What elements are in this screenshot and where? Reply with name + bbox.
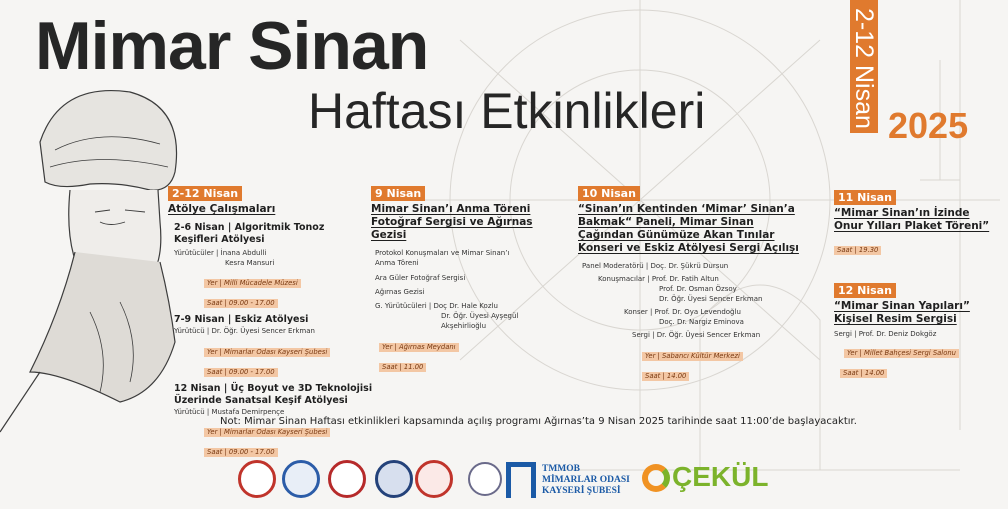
detail-line: Ara Güler Fotoğraf Sergisi	[375, 274, 466, 282]
section-title: Mimar Sinan’ı Anma Töreni Fotoğraf Sergisi ve Ağırnas Gezisi	[371, 203, 533, 241]
detail-line: Doç. Dr. Nargiz Eminova	[659, 318, 744, 326]
cekul-icon	[642, 464, 670, 492]
event-title: 12 Nisan | Üç Boyut ve 3D Teknolojisi Üzerinde Sanatsal Keşif Atölyesi	[174, 383, 373, 406]
ministry-logo	[415, 460, 453, 498]
time-pill: Saat | 09.00 - 17.00	[204, 299, 278, 308]
col-plaque	[834, 186, 999, 256]
venue-pill: Yer | Milli Mücadele Müzesi	[204, 279, 301, 288]
event-title: 7-9 Nisan | Eskiz Atölyesi	[174, 314, 309, 325]
title-line-1: Mimar Sinan	[35, 8, 429, 84]
cekul-logo-text: ÇEKÜL	[672, 461, 769, 492]
detail-line: Panel Moderatörü | Doç. Dr. Şükrü Dursun	[582, 262, 729, 270]
footer-note: Not: Mimar Sinan Haftası etkinlikleri kapsamında açılış programı Ağırnas’ta 9 Nisan 2025 tarihinde saat 11:00’de başlayacaktır.	[220, 416, 857, 427]
time-pill: Saat | 14.00	[642, 372, 689, 381]
venue-pill: Yer | Sabancı Kültür Merkezi	[642, 352, 743, 361]
detail-line: Sergi | Dr. Öğr. Üyesi Sencer Erkman	[632, 331, 761, 339]
portrait-illustration	[0, 72, 195, 442]
time-pill: Saat | 09.00 - 17.00	[204, 368, 278, 377]
date-vertical-text: 2-12 Nisan	[850, 8, 878, 129]
municipality-logo	[238, 460, 276, 498]
detail-line: Dr. Öğr. Üyesi Sencer Erkman	[659, 295, 763, 303]
venue-pill: Yer | Ağırnas Meydanı	[379, 343, 459, 352]
event-item	[168, 314, 353, 378]
university-logo	[328, 460, 366, 498]
event-people: Yürütücüler | İnana Abdulli	[174, 249, 267, 257]
event-details	[578, 261, 808, 382]
event-people: Kesra Mansuri	[225, 259, 275, 267]
metropolitan-logo	[282, 460, 320, 498]
col-panel	[578, 182, 808, 382]
event-title: 2-6 Nisan | Algoritmik Tonoz Keşifleri Atölyesi	[174, 222, 325, 245]
time-pill: Saat | 19.30	[834, 246, 881, 255]
time-pill: Saat | 11.00	[379, 363, 426, 372]
section-title: “Mimar Sinan’ın İzinde Onur Yılları Plaket Töreni”	[834, 207, 990, 232]
detail-line: Sergi | Prof. Dr. Deniz Dokgöz	[834, 330, 937, 338]
tmmob-icon	[506, 462, 536, 498]
section-title: “Sinan’ın Kentinden ‘Mimar’ Sinan’a Bakmak“ Paneli, Mimar Sinan Çağından Günümüze Akan Tınılar Konseri ve Eskiz Atölyesi Sergi Açılışı	[578, 203, 799, 254]
governorship-logo	[375, 460, 413, 498]
logos-row	[0, 450, 1008, 509]
event-item	[168, 222, 353, 309]
tmmob-logo-text	[542, 464, 630, 497]
detail-line: Prof. Dr. Osman Özsoy	[659, 285, 737, 293]
tmmob-line: KAYSERİ ŞUBESİ	[542, 486, 621, 496]
tmmob-line: MİMARLAR ODASI	[542, 475, 630, 485]
col-exhibition	[834, 279, 999, 379]
col-memorial	[371, 182, 541, 373]
detail-line: Dr. Öğr. Üyesi Ayşegül Akşehirlioğlu	[441, 312, 519, 330]
section-title: Atölye Çalışmaları	[168, 203, 276, 215]
detail-line: Konuşmacılar | Prof. Dr. Fatih Altun	[598, 275, 719, 283]
venue-pill: Yer | Mimarlar Odası Kayseri Şubesi	[204, 348, 330, 357]
date-vertical-tab	[850, 0, 878, 133]
faculty-logo	[468, 462, 502, 496]
tmmob-line: TMMOB	[542, 464, 580, 474]
venue-pill: Yer | Millet Bahçesi Sergi Salonu	[844, 349, 959, 358]
venue-pill: Yer | Mimarlar Odası Kayseri Şubesi	[204, 428, 330, 437]
section-title: “Mimar Sinan Yapıları” Kişisel Resim Sergisi	[834, 300, 970, 325]
title-line-2: Haftası Etkinlikleri	[308, 83, 706, 139]
event-details	[371, 248, 541, 373]
date-tag: 9 Nisan	[371, 186, 425, 201]
detail-line: G. Yürütücüleri | Doç Dr. Hale Kozlu	[375, 302, 498, 310]
detail-line: Protokol Konuşmaları ve Mimar Sinan’ı Anma Töreni	[375, 249, 510, 267]
detail-line: Ağırnas Gezisi	[375, 288, 425, 296]
time-pill: Saat | 09.00 - 17.00	[204, 448, 278, 457]
time-pill: Saat | 14.00	[840, 369, 887, 378]
detail-line: Konser | Prof. Dr. Oya Levendoğlu	[624, 308, 741, 316]
date-tag: 12 Nisan	[834, 283, 896, 298]
event-people: Yürütücü | Dr. Öğr. Üyesi Sencer Erkman	[174, 327, 315, 335]
date-tag: 11 Nisan	[834, 190, 896, 205]
date-tag: 2-12 Nisan	[168, 186, 242, 201]
year-label: 2025	[888, 105, 969, 146]
date-tag: 10 Nisan	[578, 186, 640, 201]
event-people: Yürütücü | Mustafa Demirpençe	[174, 408, 285, 416]
